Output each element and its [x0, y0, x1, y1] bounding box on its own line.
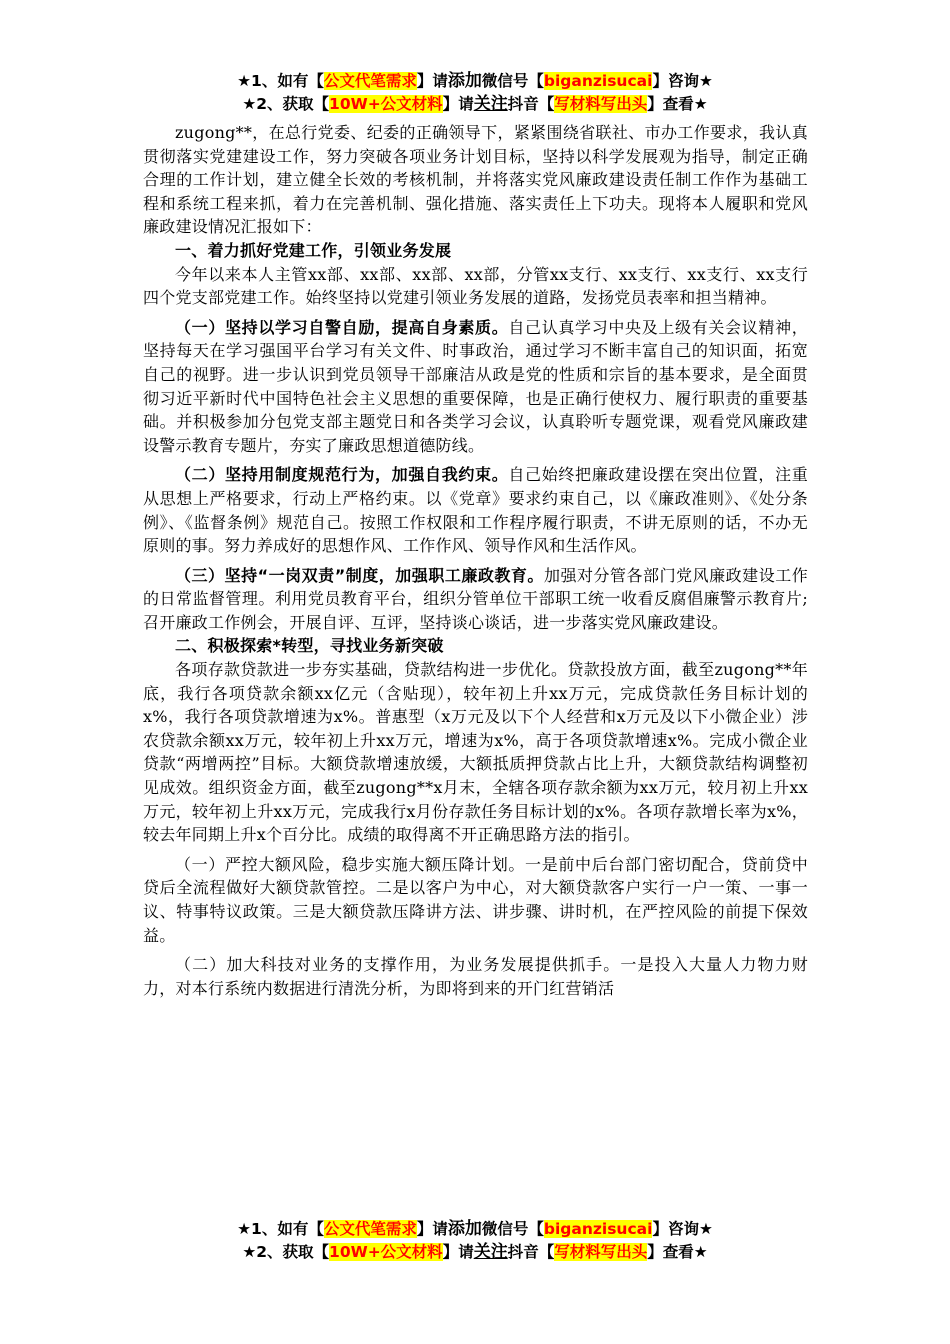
item-3-lead: （三）坚持“一岗双责”制度，加强职工廉政教育。 [175, 565, 544, 585]
banner-highlight-wechat-id: biganzisucai [543, 1220, 653, 1238]
banner-highlight-wechat-id: biganzisucai [543, 72, 653, 90]
section-1-heading: 一、着力抓好党建工作，引领业务发展 [175, 240, 452, 260]
banner-highlight-douyin: 写材料写出头 [554, 1243, 648, 1261]
intro-paragraph: zugong**，在总行党委、纪委的正确领导下，紧紧围绕省联社、市办工作要求，我认真贯彻落实党建建设工作，努力突破各项业务计划目标，坚持以科学发展观为指导，制定正确合理的工作计划，建立健全长效的考核机制，并将落实党风廉政建设责任制工作作为基础工程和系统工程来抓，着力在完善机制、强化措施、落实责任上下功夫。现将本人履职和党风廉政建设情况汇报如下： [143, 123, 808, 237]
item-1-paragraph [143, 316, 808, 458]
banner-highlight-service: 公文代笔需求 [323, 72, 417, 90]
banner-line-2: ★2、获取【10W+公文材料】请关注抖音【写材料写出头】查看★ [242, 1242, 708, 1262]
document-body [143, 121, 808, 1178]
item-2-body: 自己始终把廉政建设摆在突出位置，注重从思想上严格要求，行动上严格约束。以《党章》要求约束自己，以《廉政准则》、《处分条例》、《监督条例》规范自己。按照工作权限和工作程序履行职责，不讲无原则的话，不办无原则的事。努力养成好的思想作风、工作作风、领导作风和生活作风。 [143, 465, 808, 556]
item-3-paragraph [143, 564, 808, 635]
section-1-paragraph: 今年以来本人主管xx部、xx部、xx部、xx部，分管xx支行、xx支行、xx支行、xx支行四个党支部党建工作。始终坚持以党建引领业务发展的道路，发扬党员表率和担当精神。 [143, 264, 808, 308]
item-1-body: 自己认真学习中央及上级有关会议精神，坚持每天在学习强国平台学习有关文件、时事政治，通过学习不断丰富自己的知识面，拓宽自己的视野。进一步认识到党员领导干部廉洁从政是党的性质和宗旨的基本要求，是全面贯彻习近平新时代中国特色社会主义思想的重要保障，也是正确行使权力、履行职责的重要基础。并积极参加分包党支部主题党日和各类学习会议，认真聆听专题党课，观看党风廉政建设警示教育专题片，夯实了廉政思想道德防线。 [143, 317, 808, 455]
section-2-paragraph: 各项存款贷款进一步夯实基础，贷款结构进一步优化。贷款投放方面，截至zugong**年底，我行各项贷款余额xx亿元（含贴现），较年初上升xx万元，完成贷款任务目标计划的x%，我行各项贷款增速为x%。普惠型（x万元及以下个人经营和x万元及以下小微企业）涉农贷款余额xx万元，较年初上升xx万元，增速为x%，高于各项贷款增速x%。完成小微企业贷款“两增两控”目标。大额贷款增速放缓，大额抵质押贷款占比上升，大额贷款结构调整初见成效。组织资金方面，截至zugong**x月末，全辖各项存款余额为xx万元，较月初上升xx万元，较年初上升xx万元，完成我行x月份存款任务目标计划的x%。各项存款增长率为x%，较去年同期上升x个百分比。成绩的取得离不开正确思路方法的指引。 [143, 660, 808, 845]
banner-highlight-service: 公文代笔需求 [323, 1220, 417, 1238]
item-5-paragraph: （二）加大科技对业务的支撑作用，为业务发展提供抓手。一是投入大量人力物力财力，对本行系统内数据进行清洗分析，为即将到来的开门红营销活 [143, 955, 808, 998]
header-banner [0, 70, 950, 116]
item-1-lead: （一）坚持以学习自警自励，提高自身素质。 [175, 317, 509, 337]
banner-line-1: ★1、如有【公文代笔需求】请添加微信号【biganzisucai】咨询★ [237, 71, 713, 91]
item-4-paragraph: （一）严控大额风险，稳步实施大额压降计划。一是前中后台部门密切配合，贷前贷中贷后全流程做好大额贷款管控。二是以客户为中心，对大额贷款客户实行一户一策、一事一议、特事特议政策。三是大额贷款压降讲方法、讲步骤、讲时机，在严控风险的前提下保效益。 [143, 854, 808, 945]
banner-line-1: ★1、如有【公文代笔需求】请添加微信号【biganzisucai】咨询★ [237, 1219, 713, 1239]
item-2-paragraph [143, 463, 808, 557]
item-2-lead: （二）坚持用制度规范行为，加强自我约束。 [175, 465, 509, 485]
banner-highlight-douyin: 写材料写出头 [554, 95, 648, 113]
section-2-heading: 二、积极探索*转型，寻找业务新突破 [175, 636, 444, 656]
footer-banner [0, 1218, 950, 1264]
banner-highlight-materials: 10W+公文材料 [329, 95, 443, 113]
banner-highlight-materials: 10W+公文材料 [329, 1243, 443, 1261]
banner-line-2: ★2、获取【10W+公文材料】请关注抖音【写材料写出头】查看★ [242, 94, 708, 114]
item-3-body: 加强对分管各部门党风廉政建设工作的日常监督管理。利用党员教育平台，组织分管单位干部职工统一收看反腐倡廉警示教育片;召开廉政工作例会，开展自评、互评，坚持谈心谈话，进一步落实党风廉政建设。 [143, 565, 808, 632]
